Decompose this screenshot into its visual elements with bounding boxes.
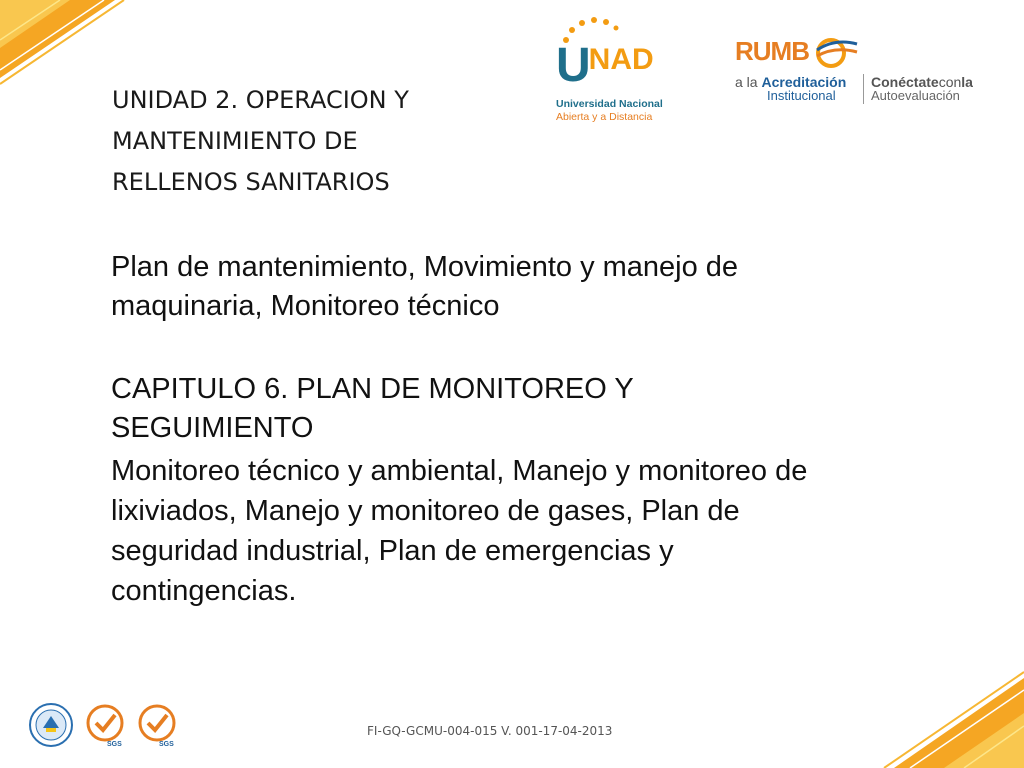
unad-wordmark — [556, 38, 654, 93]
rumbo-conectate: Conéctate — [871, 74, 939, 90]
rumbo-swoosh-icon — [811, 36, 861, 70]
colombia-seal-icon — [28, 702, 74, 748]
sgs-certification-seal-icon — [82, 702, 128, 748]
title-line: RELLENOS SANITARIOS — [112, 168, 390, 196]
rumbo-a-la: a la — [735, 74, 762, 90]
slide-subtitle — [111, 248, 911, 326]
rumbo-institucional: Institucional — [767, 88, 836, 103]
chapter-heading — [111, 370, 911, 448]
body-line: Monitoreo técnico y ambiental, Manejo y monitoreo de — [111, 455, 808, 487]
chapter-line: SEGUIMIENTO — [111, 412, 314, 444]
subtitle-line: Plan de mantenimiento, Movimiento y manejo de — [111, 251, 739, 283]
body-line: lixiviados, Manejo y monitoreo de gases, Plan de — [111, 495, 740, 527]
sgs-certification-seal-icon — [134, 702, 180, 748]
unad-word-u: U — [556, 39, 589, 92]
rumbo-acreditacion-logo — [735, 36, 995, 106]
chapter-body — [111, 451, 961, 611]
corner-stripes-bottom-right — [874, 668, 1024, 768]
unad-logo — [552, 16, 682, 123]
rumbo-divider — [863, 74, 864, 104]
rumbo-wordmark: RUMB — [735, 36, 809, 66]
rumbo-la: la — [961, 74, 973, 90]
unad-line1: Universidad Nacional — [556, 98, 663, 110]
subtitle-line: maquinaria, Monitoreo técnico — [111, 290, 500, 322]
title-line: MANTENIMIENTO DE — [112, 127, 358, 155]
sgs-label: SGS — [107, 741, 122, 748]
body-line: seguridad industrial, Plan de emergencias y — [111, 535, 674, 567]
unad-word-nad: NAD — [588, 43, 654, 76]
slide-title — [112, 80, 512, 203]
rumbo-acreditacion: Acreditación — [761, 74, 847, 90]
body-line: contingencias. — [111, 575, 297, 607]
rumbo-con: con — [938, 74, 962, 90]
corner-stripes-top-left — [0, 0, 130, 90]
footer-document-code: FI-GQ-GCMU-004-015 V. 001-17-04-2013 — [367, 724, 613, 738]
unad-line2: Abierta y a Distancia — [556, 111, 653, 123]
rumbo-autoevaluacion: Autoevaluación — [871, 88, 960, 103]
title-line: UNIDAD 2. OPERACION Y — [112, 86, 409, 114]
sgs-label: SGS — [159, 741, 174, 748]
chapter-line: CAPITULO 6. PLAN DE MONITOREO Y — [111, 373, 634, 405]
